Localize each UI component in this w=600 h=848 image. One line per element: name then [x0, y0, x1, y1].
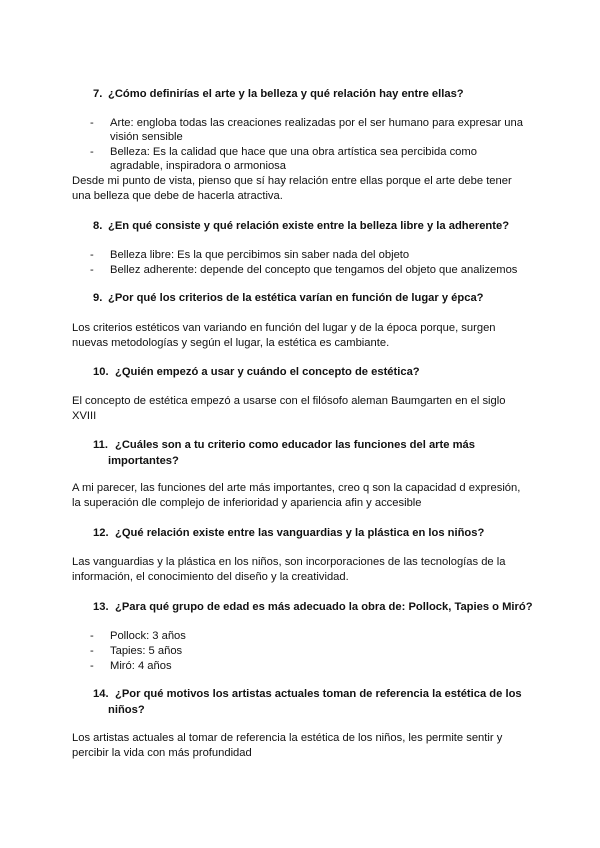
question-number: 14.	[93, 688, 109, 700]
list-item: - Miró: 4 años	[90, 660, 172, 672]
answer-paragraph: A mi parecer, las funciones del arte más importantes, creo q son la capacidad d expresión, la superación dle complejo de inferioridad y apariencia afin y accesible	[72, 482, 521, 509]
answer-paragraph: Desde mi punto de vista, pienso que sí hay relación entre ellas porque el arte debe tener una belleza que debe de hacerla atractiva.	[72, 175, 512, 202]
bullet-list	[90, 629, 530, 674]
question-number: 8.	[93, 220, 103, 232]
question-text: ¿Para qué grupo de edad es más adecuado la obra de: Pollock, Tapies o Miró?	[115, 601, 533, 613]
answer-paragraph: Las vanguardias y la plástica en los niños, son incorporaciones de las tecnologías de la información, el conocimiento del diseño y la creatividad.	[72, 556, 506, 583]
question-number: 9.	[93, 292, 103, 304]
list-item: - Arte: engloba todas las creaciones realizadas por el ser humano para expresar una visión sensible	[90, 117, 523, 143]
list-item: - Belleza: Es la calidad que hace que una obra artística sea percibida como agradable, inspiradora o armoniosa	[90, 146, 477, 172]
bullet-list	[90, 116, 530, 174]
bullet-list	[90, 248, 530, 278]
question-text: ¿Por qué los criterios de la estética varían en función de lugar y épca?	[108, 292, 484, 304]
question-number: 11.	[93, 439, 108, 451]
list-item: - Pollock: 3 años	[90, 630, 186, 642]
question-number: 12.	[93, 527, 109, 539]
question-text: ¿Cómo definirías el arte y la belleza y qué relación hay entre ellas?	[108, 88, 464, 100]
answer-paragraph: El concepto de estética empezó a usarse con el filósofo aleman Baumgarten en el siglo XVIII	[72, 395, 506, 422]
question-text: ¿Qué relación existe entre las vanguardias y la plástica en los niños?	[115, 527, 485, 539]
question-number: 10.	[93, 366, 109, 378]
list-item: - Tapies: 5 años	[90, 645, 183, 657]
question-text: ¿Por qué motivos los artistas actuales toman de referencia la estética de los niños?	[108, 688, 522, 716]
list-item: - Bellez adherente: depende del concepto que tengamos del objeto que analizemos	[90, 264, 518, 276]
question-text: ¿Quién empezó a usar y cuándo el concepto de estética?	[115, 366, 420, 378]
answer-paragraph: Los artistas actuales al tomar de referencia la estética de los niños, les permite sentir y percibir la vida con más profundidad	[72, 732, 503, 759]
question-number: 13.	[93, 601, 109, 613]
list-item: - Belleza libre: Es la que percibimos sin saber nada del objeto	[90, 249, 410, 261]
question-number: 7.	[93, 88, 103, 100]
answer-paragraph: Los criterios estéticos van variando en función del lugar y de la época porque, surgen nuevas metodologías y según el lugar, la estética es cambiante.	[72, 322, 496, 349]
question-text: ¿Cuáles son a tu criterio como educador las funciones del arte más importantes?	[108, 439, 475, 467]
question-text: ¿En qué consiste y qué relación existe entre la belleza libre y la adherente?	[108, 220, 510, 232]
